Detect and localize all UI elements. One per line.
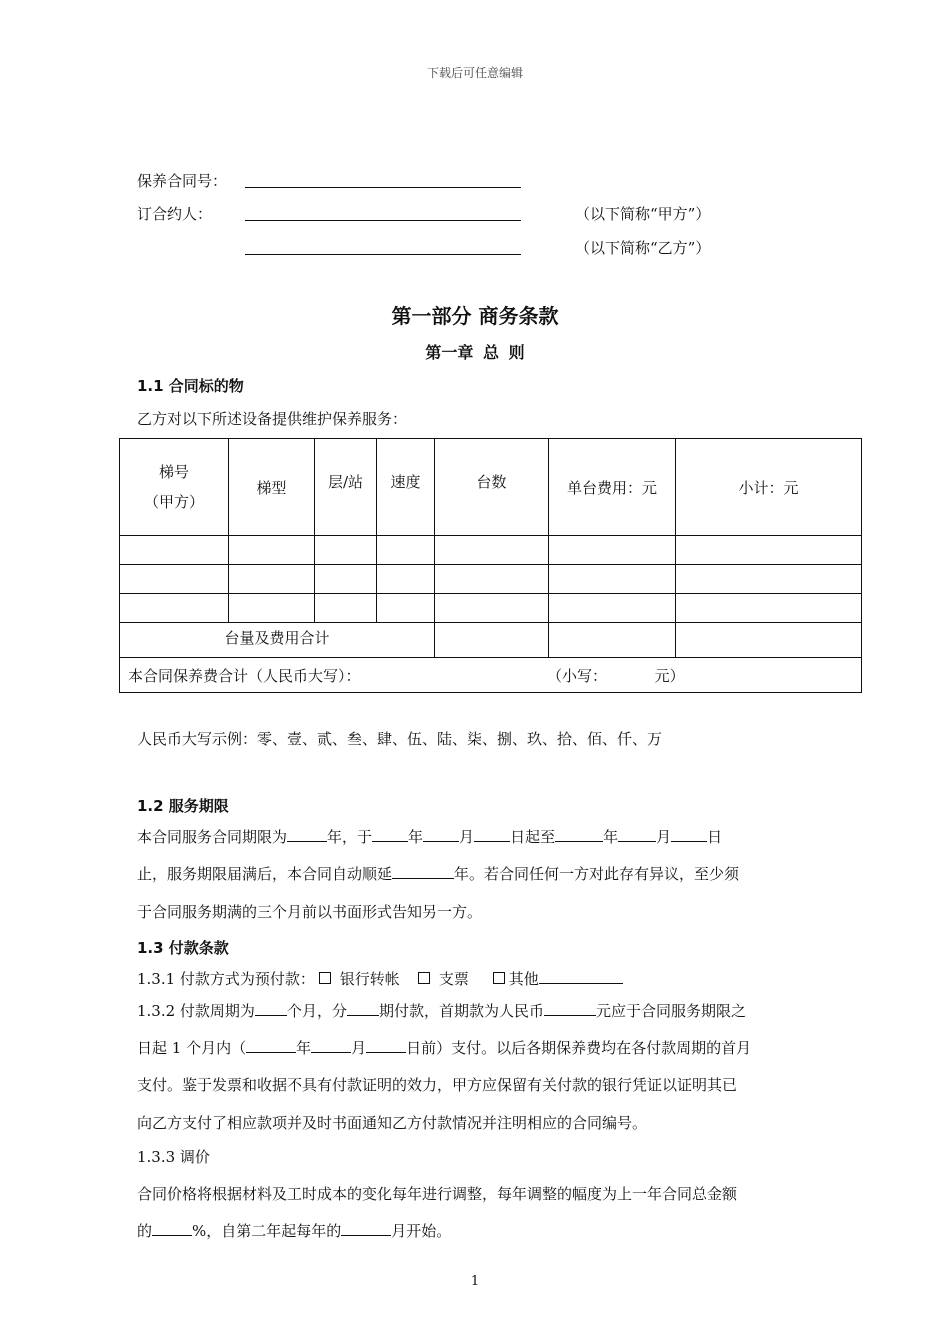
text: 元应于合同服务期限之 <box>595 1002 746 1020</box>
table-cell[interactable] <box>435 594 549 623</box>
text: 年。若合同任何一方对此存有异议，至少须 <box>454 865 740 883</box>
total-unit-cell[interactable] <box>549 623 676 658</box>
table-cell[interactable] <box>120 594 229 623</box>
payment-month-blank[interactable] <box>311 1038 351 1053</box>
party-a-note: （以下简称“甲方”） <box>575 205 711 223</box>
bank-transfer-label: 银行转帐 <box>339 970 400 988</box>
text: 年 <box>408 828 424 846</box>
table-cell[interactable] <box>676 536 862 565</box>
table-cell[interactable] <box>377 594 435 623</box>
small-total-label: （小写： 元） <box>547 667 685 685</box>
header-elevator-no-label: 梯号 <box>158 463 189 481</box>
party-b-blank[interactable] <box>245 254 521 255</box>
header-elevator-no <box>120 439 229 536</box>
total-subtotal-cell[interactable] <box>676 623 862 658</box>
table-cell[interactable] <box>377 536 435 565</box>
total-row-label: 台量及费用合计 <box>120 623 435 658</box>
payment-cycle-line3: 支付。鉴于发票和收据不具有付款证明的效力，甲方应保留有关付款的银行凭证以证明其已 <box>137 1076 738 1094</box>
chapter-title: 第一章 总 则 <box>425 343 525 362</box>
payment-method-label: 1.3.1 付款方式为预付款： <box>137 970 315 988</box>
payment-day-blank[interactable] <box>366 1038 406 1053</box>
grand-total-label: 本合同保养费合计（人民币大写）： <box>128 667 361 685</box>
start-day-blank[interactable] <box>474 827 510 842</box>
start-year-blank[interactable] <box>372 827 408 842</box>
payment-cycle-line4: 向乙方支付了相应款项并及时书面通知乙方付款情况并注明相应的合同编号。 <box>137 1114 648 1132</box>
page-number: 1 <box>470 1274 480 1289</box>
rmb-example: 人民币大写示例：零、壹、贰、叁、肆、伍、陆、柒、捌、玖、拾、佰、仟、万 <box>137 730 663 748</box>
cycle-months-blank[interactable] <box>255 1001 287 1016</box>
bank-transfer-checkbox[interactable] <box>319 972 331 984</box>
end-month-blank[interactable] <box>618 827 656 842</box>
table-cell[interactable] <box>377 565 435 594</box>
section-1-1-heading: 1.1 合同标的物 <box>137 377 244 395</box>
table-cell[interactable] <box>315 565 377 594</box>
text: 日 <box>707 828 723 846</box>
section-1-2-line2 <box>137 855 739 893</box>
section-1-2-line3: 于合同服务期满的三个月前以书面形式告知另一方。 <box>137 903 483 921</box>
part-title: 第一部分 商务条款 <box>391 304 559 328</box>
text: 日起至 <box>510 828 556 846</box>
equipment-table <box>119 438 862 693</box>
table-total-row <box>120 623 862 658</box>
table-cell[interactable] <box>229 594 315 623</box>
header-floors: 层/站 <box>315 439 377 536</box>
adjust-month-blank[interactable] <box>341 1221 391 1236</box>
payment-year-blank[interactable] <box>246 1038 296 1053</box>
text: 年 <box>296 1039 312 1057</box>
party-b-note: （以下简称“乙方”） <box>575 239 711 257</box>
other-blank[interactable] <box>539 969 623 984</box>
text: 日前）支付。以后各期保养费均在各付款周期的首月 <box>406 1039 752 1057</box>
text: 的 <box>137 1222 153 1240</box>
header-subtotal: 小计：元 <box>676 439 862 536</box>
text: 期付款，首期款为人民币 <box>378 1002 544 1020</box>
other-label: 其他 <box>508 970 539 988</box>
header-type: 梯型 <box>229 439 315 536</box>
table-cell[interactable] <box>229 565 315 594</box>
text: %，自第二年起每年的 <box>192 1222 342 1240</box>
end-day-blank[interactable] <box>671 827 707 842</box>
table-grand-total-row <box>120 658 862 693</box>
header-elevator-no-sub: （甲方） <box>143 493 204 511</box>
table-cell[interactable] <box>315 594 377 623</box>
first-payment-blank[interactable] <box>544 1001 596 1016</box>
other-checkbox[interactable] <box>493 972 505 984</box>
header-note: 下载后可任意编辑 <box>426 66 523 80</box>
table-cell[interactable] <box>120 565 229 594</box>
signatory-label: 订合约人： <box>137 205 213 223</box>
table-header-row <box>120 439 862 536</box>
text: 本合同服务合同期限为 <box>137 828 288 846</box>
section-1-2-heading: 1.2 服务期限 <box>137 797 229 815</box>
installments-blank[interactable] <box>347 1001 379 1016</box>
text: 1.3.2 付款周期为 <box>137 1002 255 1020</box>
table-cell[interactable] <box>315 536 377 565</box>
contract-no-label: 保养合同号： <box>137 172 228 190</box>
table-cell[interactable] <box>549 565 676 594</box>
table-cell[interactable] <box>120 536 229 565</box>
adjust-percent-blank[interactable] <box>152 1221 192 1236</box>
start-month-blank[interactable] <box>423 827 459 842</box>
table-cell[interactable] <box>676 565 862 594</box>
table-row <box>120 594 862 623</box>
text: 年 <box>603 828 619 846</box>
header-count: 台数 <box>435 439 549 536</box>
text: 月 <box>351 1039 367 1057</box>
contract-no-blank[interactable] <box>245 187 521 188</box>
cheque-checkbox[interactable] <box>418 972 430 984</box>
table-cell[interactable] <box>229 536 315 565</box>
table-row <box>120 536 862 565</box>
payment-cycle-line1 <box>137 992 746 1030</box>
total-count-cell[interactable] <box>435 623 549 658</box>
section-1-1-intro: 乙方对以下所述设备提供维护保养服务： <box>137 410 408 428</box>
grand-total-cell <box>120 658 862 693</box>
end-year-blank[interactable] <box>555 827 603 842</box>
text: 止，服务期限届满后，本合同自动顺延 <box>137 865 393 883</box>
text: 年，于 <box>327 828 373 846</box>
price-adjust-line2 <box>137 1212 451 1250</box>
table-cell[interactable] <box>549 536 676 565</box>
section-1-2-line1 <box>137 818 722 856</box>
cheque-label: 支票 <box>438 970 469 988</box>
header-unit-fee: 单台费用：元 <box>549 439 676 536</box>
table-cell[interactable] <box>435 536 549 565</box>
table-cell[interactable] <box>676 594 862 623</box>
party-a-blank[interactable] <box>245 220 521 221</box>
section-1-3-heading: 1.3 付款条款 <box>137 939 229 957</box>
table-row <box>120 565 862 594</box>
text: 个月，分 <box>286 1002 347 1020</box>
text: 月 <box>459 828 475 846</box>
payment-cycle-line2 <box>137 1029 751 1067</box>
renewal-years-blank[interactable] <box>392 864 454 879</box>
table-cell[interactable] <box>435 565 549 594</box>
header-speed: 速度 <box>377 439 435 536</box>
price-adjust-label: 1.3.3 调价 <box>137 1148 210 1166</box>
years-blank[interactable] <box>287 827 327 842</box>
text: 月 <box>656 828 672 846</box>
text: 日起 1 个月内（ <box>137 1039 247 1057</box>
price-adjust-line1: 合同价格将根据材料及工时成本的变化每年进行调整，每年调整的幅度为上一年合同总金额 <box>137 1185 738 1203</box>
table-cell[interactable] <box>549 594 676 623</box>
text: 月开始。 <box>391 1222 452 1240</box>
